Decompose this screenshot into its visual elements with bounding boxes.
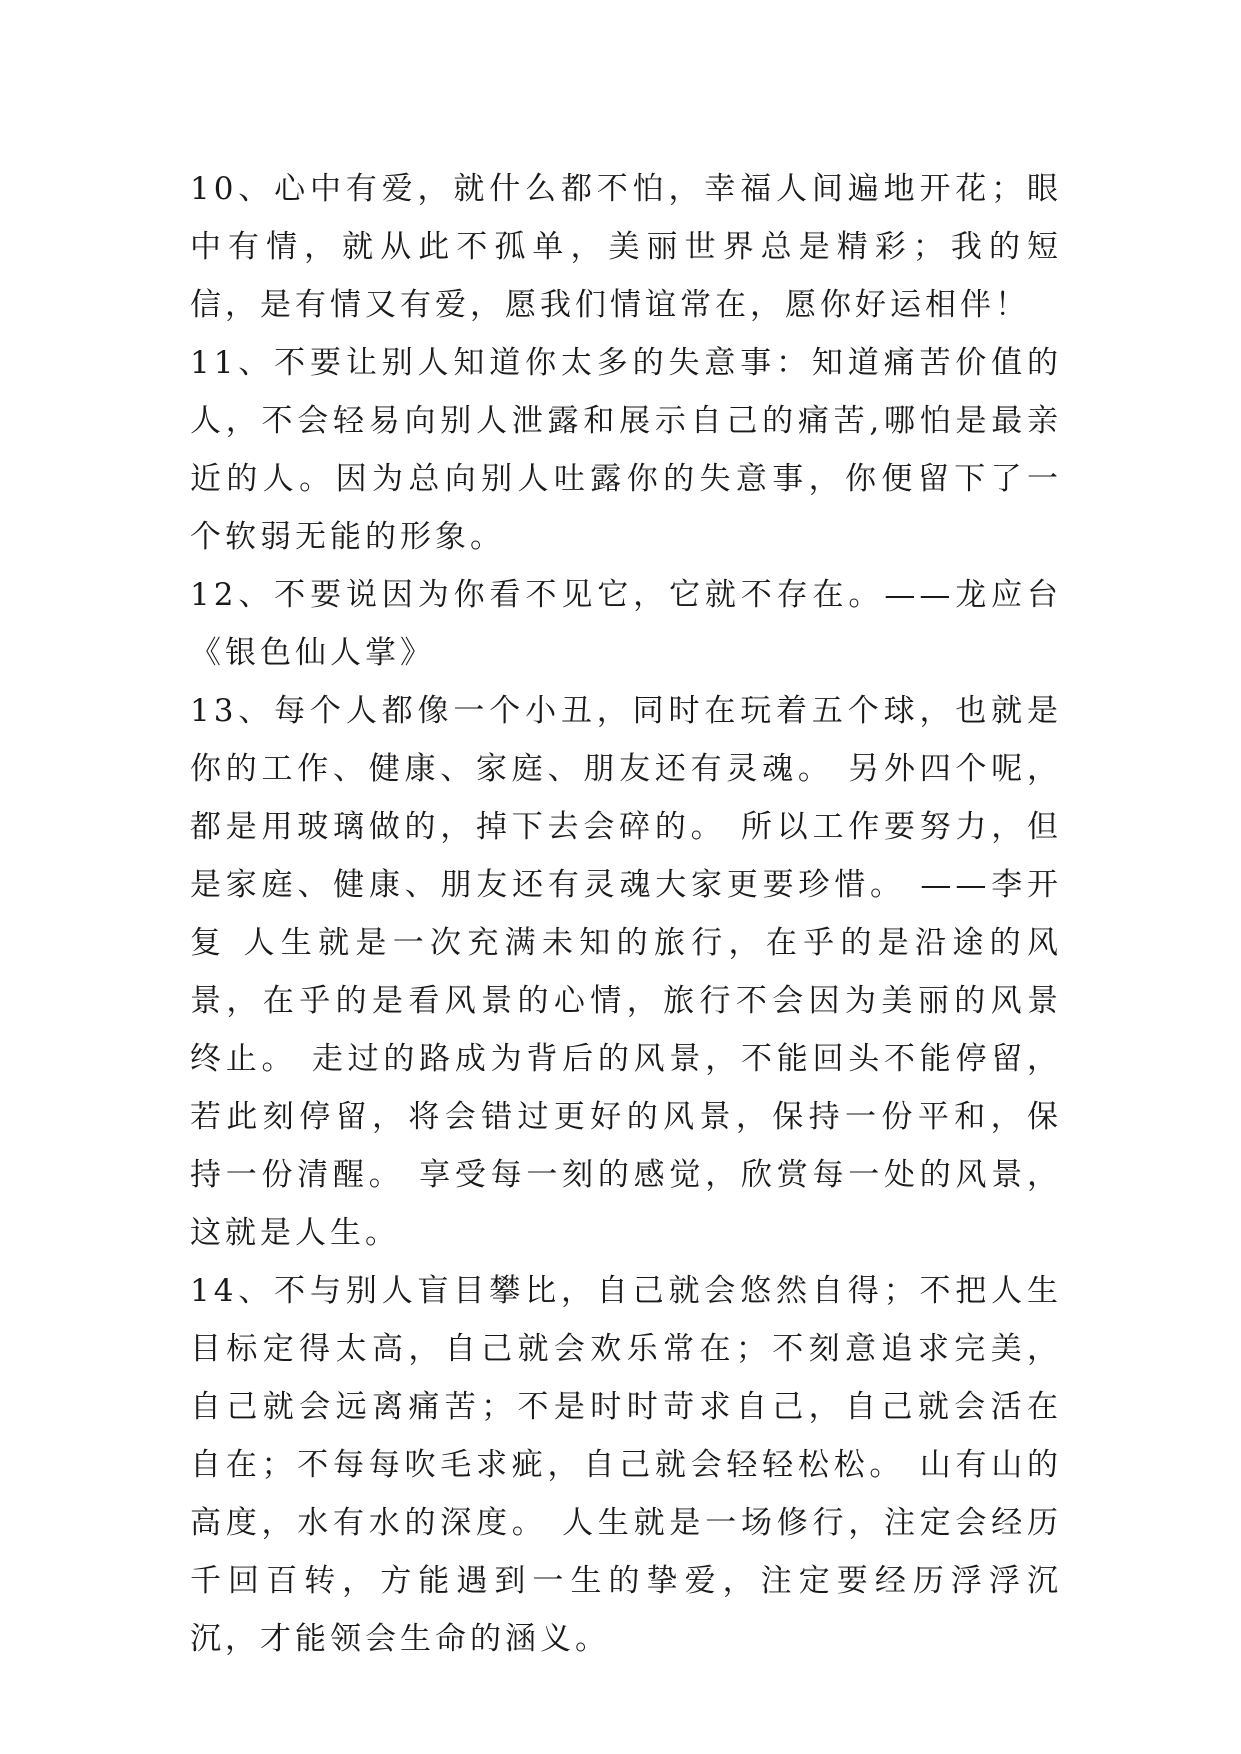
paragraph-13: 13、每个人都像一个小丑，同时在玩着五个球，也就是你的工作、健康、家庭、朋友还有灵魂。 另外四个呢，都是用玻璃做的，掉下去会碎的。 所以工作要努力，但是家庭、健康、朋友还有灵魂大家更要珍惜。 ——李开复 人生就是一次充满未知的旅行，在乎的是沿途的风景，在乎的是看风景的心情，旅行不会因为美丽的风景终止。 走过的路成为背后的风景，不能回头不能停留，若此刻停留，将会错过更好的风景，保持一份平和，保持一份清醒。 享受每一刻的感觉，欣赏每一处的风景，这就是人生。 (190, 693, 1062, 1251)
paragraph-14: 14、不与别人盲目攀比，自己就会悠然自得；不把人生目标定得太高，自己就会欢乐常在；不刻意追求完美，自己就会远离痛苦；不是时时苛求自己，自己就会活在自在；不每每吹毛求疵，自己就会轻轻松松。 山有山的高度，水有水的深度。 人生就是一场修行，注定会经历千回百转，方能遇到一生的挚爱，注定要经历浮浮沉沉，才能领会生命的涵义。 (190, 1273, 1062, 1657)
paragraph-11: 11、不要让别人知道你太多的失意事：知道痛苦价值的人，不会轻易向别人泄露和展示自己的痛苦,哪怕是最亲近的人。因为总向别人吐露你的失意事，你便留下了一个软弱无能的形象。 (190, 345, 1062, 555)
paragraph-12: 12、不要说因为你看不见它，它就不存在。——龙应台《银色仙人掌》 (190, 577, 1062, 671)
document-body (190, 160, 1062, 1668)
paragraph-10: 10、心中有爱，就什么都不怕，幸福人间遍地开花；眼中有情，就从此不孤单，美丽世界总是精彩；我的短信，是有情又有爱，愿我们情谊常在，愿你好运相伴！ (190, 171, 1062, 323)
